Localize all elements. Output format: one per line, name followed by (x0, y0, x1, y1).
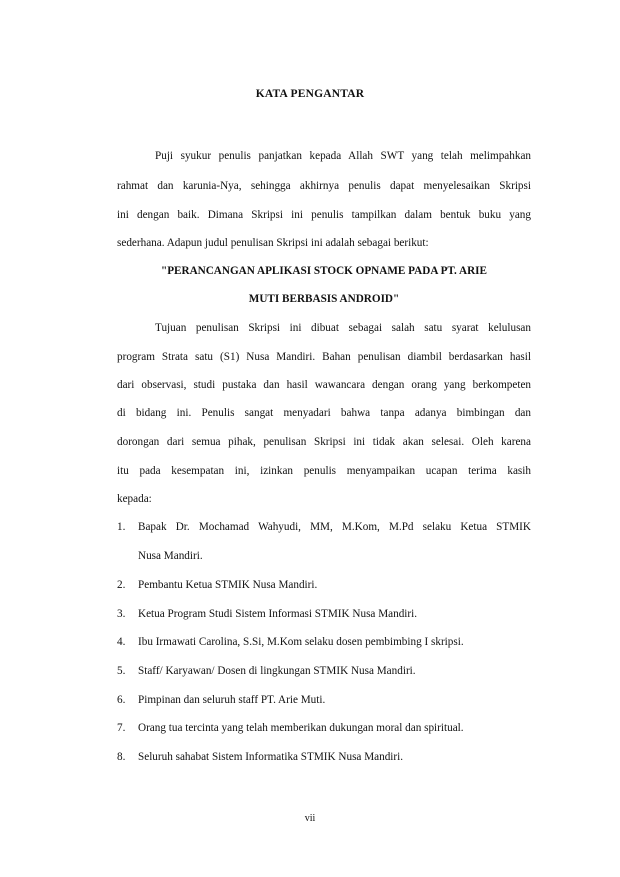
list-item-number: 6. (117, 694, 126, 706)
list-item: Staff/ Karyawan/ Dosen di lingkungan STMIK Nusa Mandiri. (138, 665, 416, 677)
list-item: Ibu Irmawati Carolina, S.Si, M.Kom selaku dosen pembimbing I skripsi. (138, 636, 464, 648)
list-item: Seluruh sahabat Sistem Informatika STMIK Nusa Mandiri. (138, 751, 404, 763)
list-item: Pimpinan dan seluruh staff PT. Arie Muti. (138, 694, 326, 706)
paragraph-2-line: dorongan dari semua pihak, penulisan Skripsi ini tidak akan selesai. Oleh karena (117, 436, 531, 448)
paragraph-1-line: Puji syukur penulis panjatkan kepada Allah SWT yang telah melimpahkan (155, 150, 531, 162)
list-item-number: 4. (117, 636, 126, 648)
list-item: Orang tua tercinta yang telah memberikan dukungan moral dan spiritual. (138, 722, 464, 734)
list-item-number: 5. (117, 665, 126, 677)
list-item-number: 2. (117, 579, 126, 591)
paragraph-2-line: kepada: (117, 493, 152, 505)
paragraph-1-line: sederhana. Adapun judul penulisan Skripsi ini adalah sebagai berikut: (117, 237, 429, 249)
page-number: vii (304, 813, 316, 824)
thesis-title-line: MUTI BERBASIS ANDROID" (248, 293, 400, 305)
list-item: Pembantu Ketua STMIK Nusa Mandiri. (138, 579, 318, 591)
paragraph-2-line: di bidang ini. Penulis sangat menyadari bahwa tanpa adanya bimbingan dan (117, 407, 531, 419)
page-title: KATA PENGANTAR (255, 88, 365, 100)
list-item-number: 8. (117, 751, 126, 763)
paragraph-2-line: itu pada kesempatan ini, izinkan penulis menyampaikan ucapan terima kasih (117, 465, 531, 477)
paragraph-1-line: ini dengan baik. Dimana Skripsi ini penulis tampilkan dalam bentuk buku yang (117, 209, 531, 221)
list-item-number: 1. (117, 521, 126, 533)
list-item: Bapak Dr. Mochamad Wahyudi, MM, M.Kom, M.Pd selaku Ketua STMIK (138, 521, 531, 533)
list-item-continuation: Nusa Mandiri. (138, 550, 203, 562)
list-item-number: 7. (117, 722, 126, 734)
list-item-number: 3. (117, 608, 126, 620)
paragraph-1-line: rahmat dan karunia-Nya, sehingga akhirnya penulis dapat menyelesaikan Skripsi (117, 180, 531, 192)
thesis-title-line: "PERANCANGAN APLIKASI STOCK OPNAME PADA PT. ARIE (160, 265, 487, 277)
paragraph-2-line: dari observasi, studi pustaka dan hasil wawancara dengan orang yang berkompeten (117, 379, 531, 391)
list-item: Ketua Program Studi Sistem Informasi STMIK Nusa Mandiri. (138, 608, 418, 620)
paragraph-2-line: program Strata satu (S1) Nusa Mandiri. Bahan penulisan diambil berdasarkan hasil (117, 351, 531, 363)
paragraph-2-line: Tujuan penulisan Skripsi ini dibuat sebagai salah satu syarat kelulusan (155, 322, 531, 334)
